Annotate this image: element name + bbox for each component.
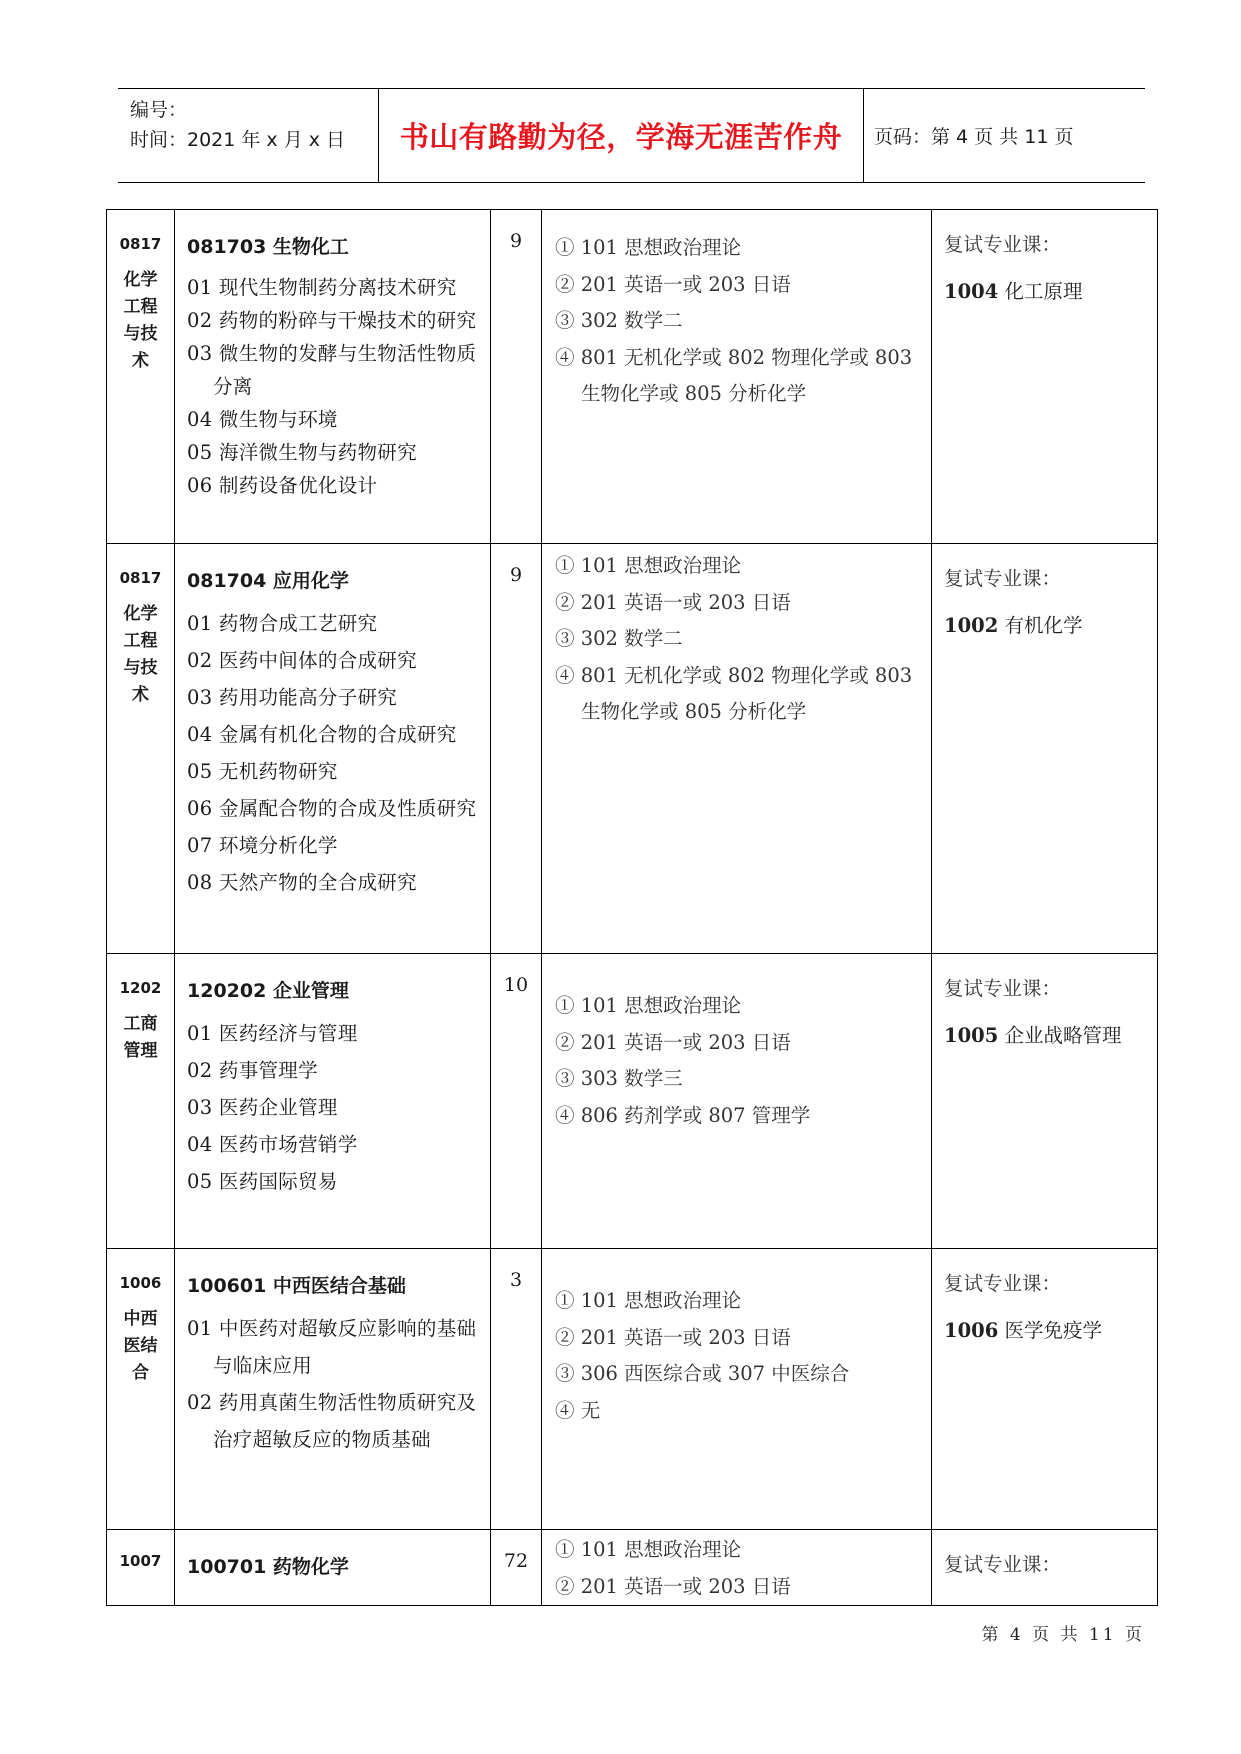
exam-item: ④ 801 无机化学或 802 物理化学或 803 生物化学或 805 分析化学 (555, 345, 913, 405)
exam-cell (542, 954, 932, 1249)
exam-cell (542, 1530, 932, 1606)
direction-item: 05 医药国际贸易 (187, 1170, 338, 1193)
retest-label: 复试专业课： (944, 233, 1062, 256)
exam-item: ② 201 英语一或 203 日语 (555, 272, 791, 296)
dept-code: 1007 (119, 1552, 162, 1570)
header-page-label: 页码：第 4 页 共 11 页 (874, 126, 1074, 148)
major-title: 081704 应用化学 (187, 570, 349, 592)
retest-label: 复试专业课： (944, 977, 1062, 1000)
exam-item: ② 201 英语一或 203 日语 (555, 1574, 791, 1598)
major-cell (175, 544, 491, 954)
exam-item: ④ 801 无机化学或 802 物理化学或 803 生物化学或 805 分析化学 (555, 663, 913, 723)
major-title: 120202 企业管理 (187, 980, 349, 1002)
retest-code: 1006 (944, 1319, 999, 1342)
exam-item: ② 201 英语一或 203 日语 (555, 590, 791, 614)
exam-cell (542, 210, 932, 544)
major-cell (175, 1249, 491, 1530)
direction-item: 02 药事管理学 (187, 1059, 318, 1082)
dept-cell (107, 954, 175, 1249)
exam-cell (542, 544, 932, 954)
retest-name: 企业战略管理 (998, 1024, 1122, 1047)
exam-item: ① 101 思想政治理论 (555, 994, 742, 1017)
direction-item: 01 药物合成工艺研究 (187, 612, 378, 635)
exam-cell (542, 1249, 932, 1530)
direction-item: 06 制药设备优化设计 (187, 474, 378, 497)
enrollment-count: 10 (491, 954, 542, 1249)
exam-item: ① 101 思想政治理论 (555, 554, 742, 577)
retest-name: 医学免疫学 (998, 1319, 1102, 1342)
dept-code: 0817 (119, 235, 162, 253)
major-title: 100701 药物化学 (187, 1556, 349, 1578)
direction-item: 03 药用功能高分子研究 (187, 686, 398, 709)
retest-cell (932, 544, 1158, 954)
page-footer: 第 4 页 共 11 页 (981, 1625, 1145, 1645)
retest-course (944, 1315, 1149, 1343)
program-table (106, 209, 1158, 1606)
retest-name: 化工原理 (998, 280, 1083, 303)
direction-item: 05 海洋微生物与药物研究 (187, 441, 417, 464)
retest-cell (932, 1249, 1158, 1530)
direction-item: 01 现代生物制药分离技术研究 (187, 276, 457, 299)
direction-item: 02 药用真菌生物活性物质研究及治疗超敏反应的物质基础 (187, 1391, 477, 1451)
retest-cell (932, 210, 1158, 544)
direction-item: 01 中医药对超敏反应影响的基础与临床应用 (187, 1317, 477, 1377)
dept-major: 工商管理 (123, 1014, 158, 1061)
header-meta (130, 95, 345, 155)
exam-item: ① 101 思想政治理论 (555, 1538, 742, 1561)
direction-item: 07 环境分析化学 (187, 834, 338, 857)
enrollment-count: 72 (491, 1530, 542, 1606)
exam-item: ④ 806 药剂学或 807 管理学 (555, 1103, 811, 1127)
exam-item: ② 201 英语一或 203 日语 (555, 1325, 791, 1349)
retest-name: 有机化学 (998, 614, 1083, 637)
retest-cell (932, 954, 1158, 1249)
table-row (107, 954, 1158, 1249)
direction-item: 02 医药中间体的合成研究 (187, 649, 417, 672)
retest-course (944, 610, 1149, 638)
header-motto: 书山有路勤为径，学海无涯苦作舟 (378, 89, 864, 182)
page-header (118, 88, 1145, 183)
dept-code: 0817 (119, 569, 162, 587)
retest-label: 复试专业课： (944, 1553, 1062, 1576)
enrollment-count: 9 (491, 544, 542, 954)
retest-code: 1004 (944, 280, 999, 303)
direction-item: 03 医药企业管理 (187, 1096, 338, 1119)
exam-item: ① 101 思想政治理论 (555, 1289, 742, 1312)
retest-label: 复试专业课： (944, 567, 1062, 590)
retest-course (944, 1020, 1149, 1048)
retest-label: 复试专业课： (944, 1272, 1062, 1295)
direction-item: 08 天然产物的全合成研究 (187, 871, 417, 894)
direction-item: 01 医药经济与管理 (187, 1022, 358, 1045)
dept-major: 中西医结合 (123, 1309, 158, 1383)
major-cell (175, 1530, 491, 1606)
dept-major: 化学工程与技术 (123, 604, 158, 705)
table-row (107, 1530, 1158, 1606)
dept-cell (107, 1249, 175, 1530)
major-cell (175, 954, 491, 1249)
table-row (107, 544, 1158, 954)
direction-item: 03 微生物的发酵与生物活性物质分离 (187, 342, 477, 398)
dept-cell (107, 1530, 175, 1606)
exam-item: ③ 302 数学二 (555, 309, 683, 332)
dept-cell (107, 210, 175, 544)
direction-item: 04 医药市场营销学 (187, 1133, 358, 1156)
serial-label: 编号： (130, 99, 188, 121)
enrollment-count: 3 (491, 1249, 542, 1530)
retest-code: 1002 (944, 614, 999, 637)
dept-major: 化学工程与技术 (123, 270, 158, 371)
time-label: 时间：2021 年 x 月 x 日 (130, 129, 346, 151)
retest-code: 1005 (944, 1024, 999, 1047)
direction-item: 05 无机药物研究 (187, 760, 338, 783)
retest-course (944, 276, 1149, 304)
exam-item: ① 101 思想政治理论 (555, 236, 742, 259)
direction-item: 04 金属有机化合物的合成研究 (187, 723, 457, 746)
exam-item: ③ 303 数学三 (555, 1067, 683, 1090)
direction-item: 02 药物的粉碎与干燥技术的研究 (187, 309, 477, 332)
exam-item: ③ 302 数学二 (555, 627, 683, 650)
dept-cell (107, 544, 175, 954)
major-title: 100601 中西医结合基础 (187, 1275, 406, 1297)
table-row (107, 1249, 1158, 1530)
major-title: 081703 生物化工 (187, 236, 349, 258)
dept-code: 1006 (119, 1274, 162, 1292)
exam-item: ④ 无 (555, 1398, 601, 1422)
table-row (107, 210, 1158, 544)
direction-item: 06 金属配合物的合成及性质研究 (187, 797, 477, 820)
enrollment-count: 9 (491, 210, 542, 544)
major-cell (175, 210, 491, 544)
direction-item: 04 微生物与环境 (187, 408, 338, 431)
exam-item: ③ 306 西医综合或 307 中医综合 (555, 1362, 850, 1385)
exam-item: ② 201 英语一或 203 日语 (555, 1030, 791, 1054)
retest-cell (932, 1530, 1158, 1606)
dept-code: 1202 (119, 979, 162, 997)
